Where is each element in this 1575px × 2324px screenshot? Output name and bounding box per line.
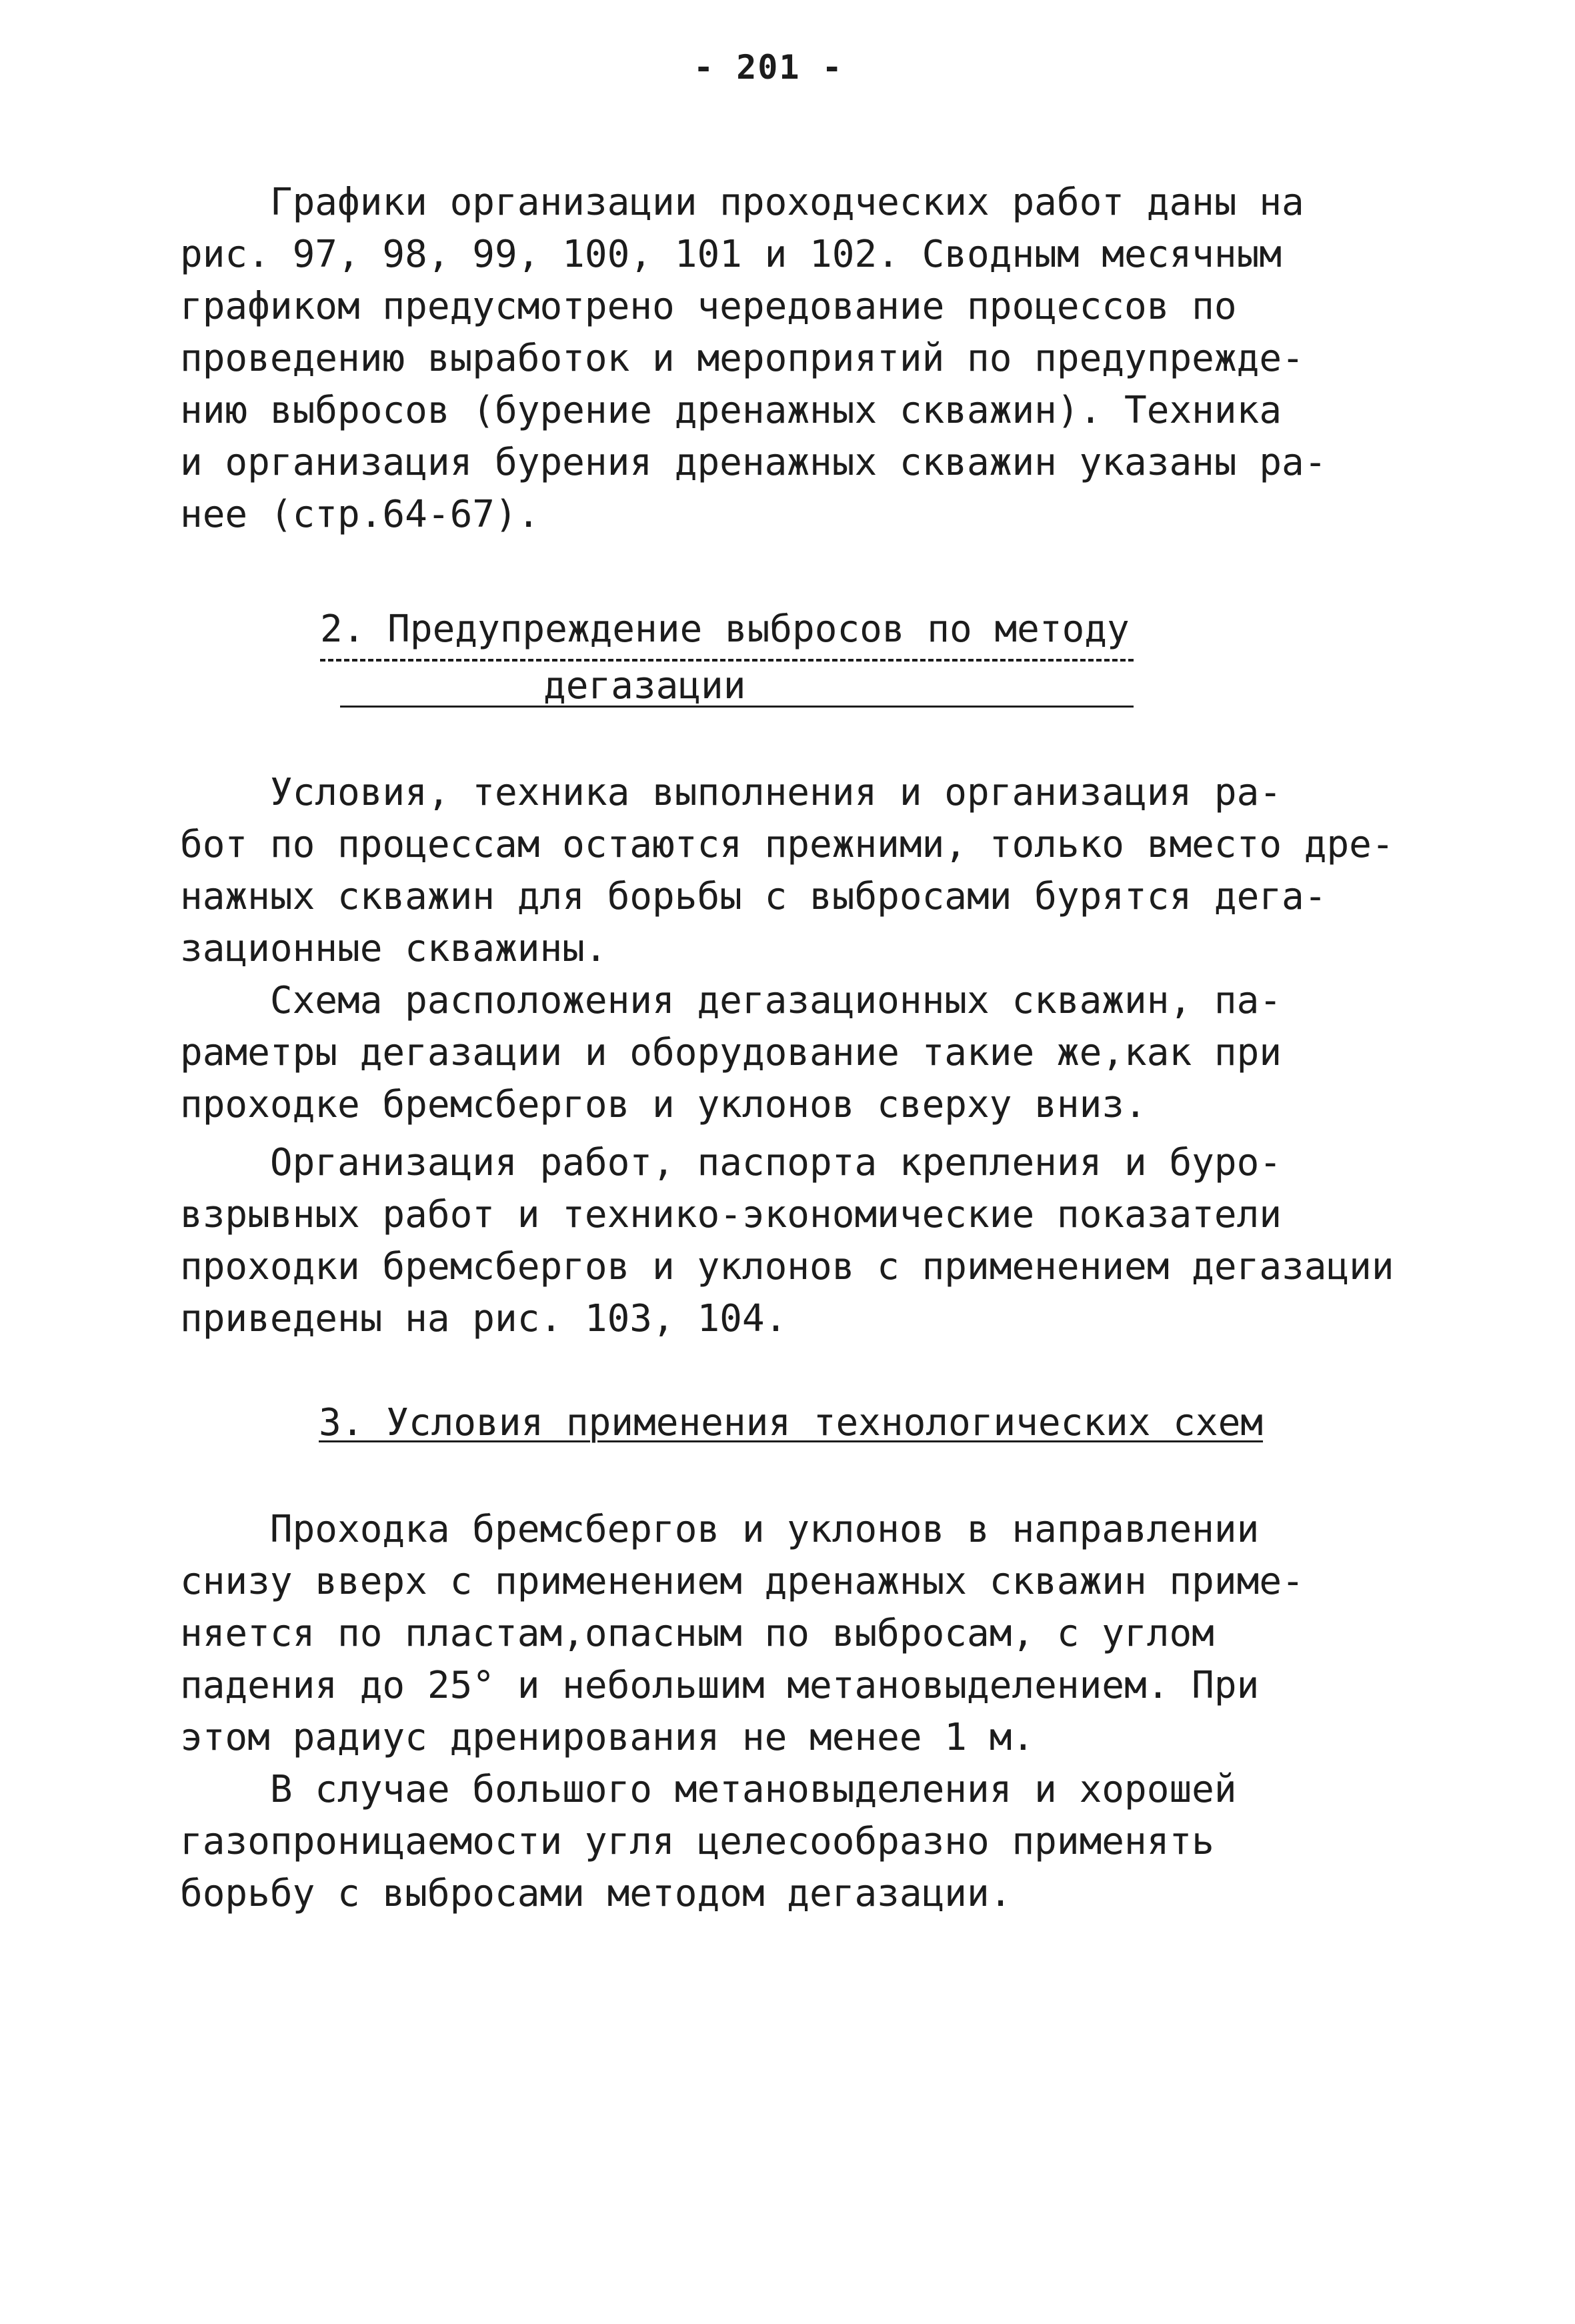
paragraph-application: Проходка бремсбергов и уклонов в направлении снизу вверх с применением дренажных скважин приме- няется по пластам,опасным по выбросам, с углом падения до 25° и небольшим метановыделением. При этом радиус дренирования не менее 1 м. (180, 1508, 1304, 1759)
page-number: - 201 - (693, 48, 844, 87)
paragraph-conditions: Условия, техника выполнения и организация ра- бот по процессам остаются прежними, только вместо дре- нажных скважин для борьбы с выбросами бурятся дега- зационные скважины. (180, 771, 1394, 970)
paragraph-degassing-case: В случае большого метановыделения и хорошей газопроницаемости угля целесообразно применять борьбу с выбросами методом дегазации. (180, 1768, 1237, 1915)
section-3-title: 3. Условия применения технологических схем (319, 1401, 1264, 1444)
paragraph-scheme: Схема расположения дегазационных скважин, па- раметры дегазации и оборудование такие же,как при проходке бремсбергов и уклонов сверху вниз. (180, 979, 1282, 1126)
section-2-title-line2: дегазации (543, 664, 746, 708)
section-2-title-line1: 2. Предупреждение выбросов по методу (320, 608, 1130, 651)
section-2-title-rule (340, 706, 1134, 708)
paragraph-organization: Организация работ, паспорта крепления и буро- взрывных работ и технико-экономические показатели проходки бремсбергов и уклонов с применением дегазации приведены на рис. 103, 104. (180, 1141, 1394, 1340)
paragraph-schedules: Графики организации проходческих работ даны на рис. 97, 98, 99, 100, 101 и 102. Сводным месячным графиком предусмотрено чередование процессов по проведению выработок и мероприятий по предупрежде- нию выбросов (бурение дренажных скважин). Техника и организация бурения дренажных скважин указаны ра- нее (стр.64-67). (180, 181, 1327, 536)
